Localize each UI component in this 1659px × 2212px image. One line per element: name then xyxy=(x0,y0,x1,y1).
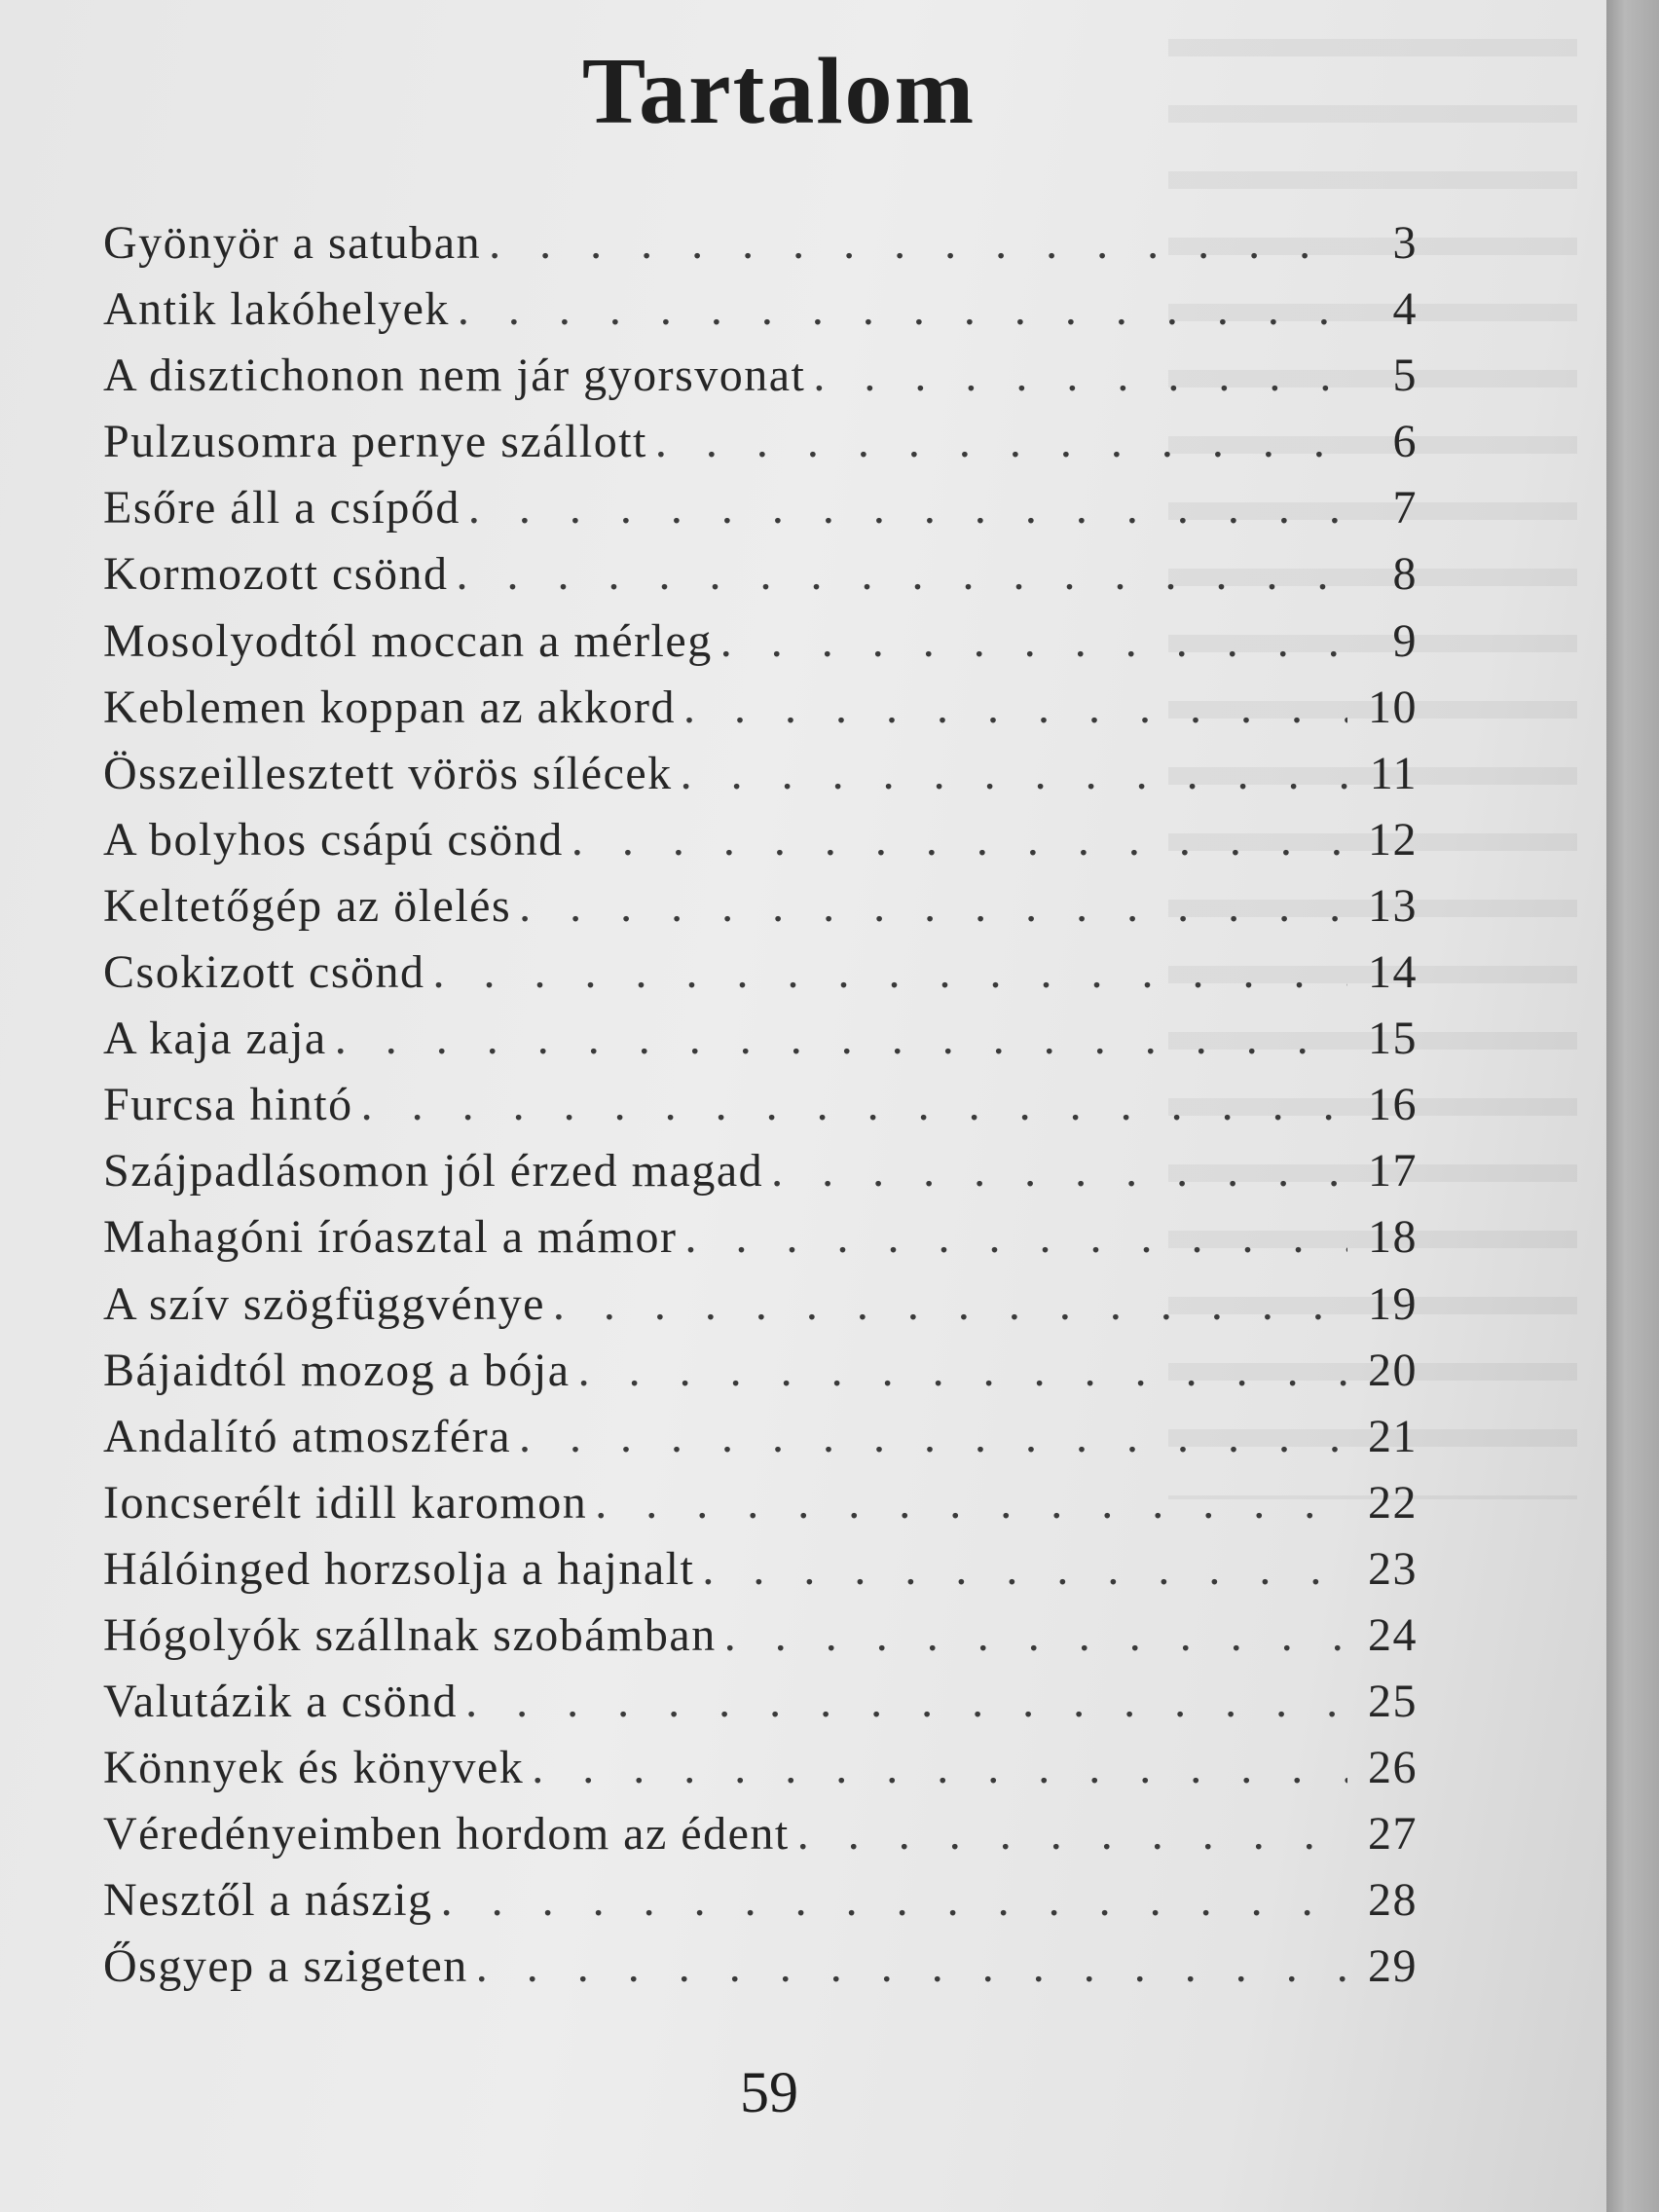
toc-entry-page: 23 xyxy=(1368,1542,1418,1595)
page-title: Tartalom xyxy=(581,39,977,144)
toc-entry xyxy=(103,216,1418,282)
dot-leader xyxy=(489,216,1347,270)
dot-leader xyxy=(595,1476,1347,1530)
toc-entry-page: 7 xyxy=(1392,482,1418,535)
toc-entry-page: 11 xyxy=(1369,747,1418,799)
toc-entry xyxy=(103,1144,1418,1210)
toc-entry xyxy=(103,1741,1418,1807)
dot-leader xyxy=(813,349,1347,402)
dot-leader xyxy=(578,1344,1347,1397)
dot-leader xyxy=(724,1608,1347,1662)
dot-leader xyxy=(655,415,1347,468)
toc-entry-title: Ősgyep a szigeten xyxy=(103,1940,468,1993)
toc-entry xyxy=(103,1078,1418,1144)
toc-entry xyxy=(103,945,1418,1012)
toc-entry-page: 6 xyxy=(1392,416,1418,468)
toc-entry xyxy=(103,1608,1418,1675)
toc-entry-page: 4 xyxy=(1392,283,1418,336)
toc-entry-title: Keltetőgép az ölelés xyxy=(103,879,512,932)
toc-entry xyxy=(103,1807,1418,1873)
dot-leader xyxy=(458,282,1347,336)
toc-entry-page: 15 xyxy=(1368,1013,1418,1065)
dot-leader xyxy=(519,1410,1347,1463)
toc-entry xyxy=(103,681,1418,747)
toc-entry xyxy=(103,1939,1418,2006)
toc-entry-page: 29 xyxy=(1368,1940,1418,1993)
toc-entry-title: A kaja zaja xyxy=(103,1013,327,1065)
toc-entry-title: A disztichonon nem jár gyorsvonat xyxy=(103,350,806,402)
toc-entry-title: Csokizott csönd xyxy=(103,946,425,999)
dot-leader xyxy=(361,1078,1347,1131)
dot-leader xyxy=(519,879,1347,933)
dot-leader xyxy=(683,681,1347,734)
toc-entry-page: 25 xyxy=(1368,1676,1418,1728)
toc-entry-page: 18 xyxy=(1368,1211,1418,1264)
toc-entry-page: 5 xyxy=(1392,350,1418,402)
toc-entry xyxy=(103,1012,1418,1078)
toc-entry xyxy=(103,747,1418,813)
toc-entry-title: Esőre áll a csípőd xyxy=(103,482,461,535)
toc-entry-page: 20 xyxy=(1368,1344,1418,1396)
page-edge-background xyxy=(1606,0,1659,2212)
toc-entry-title: Véredényeimben hordom az édent xyxy=(103,1808,790,1861)
toc-entry-title: Mahagóni íróasztal a mámor xyxy=(103,1211,678,1264)
toc-entry-title: Szájpadlásomon jól érzed magad xyxy=(103,1145,764,1198)
toc-entry xyxy=(103,614,1418,681)
toc-entry-page: 27 xyxy=(1368,1808,1418,1861)
toc-entry-page: 12 xyxy=(1368,813,1418,866)
toc-entry xyxy=(103,1210,1418,1276)
toc-entry-title: Nesztől a nászig xyxy=(103,1874,433,1927)
toc-entry xyxy=(103,547,1418,613)
dot-leader xyxy=(465,1675,1347,1728)
toc-entry xyxy=(103,415,1418,481)
toc-entry-page: 14 xyxy=(1368,946,1418,999)
toc-entry xyxy=(103,879,1418,945)
dot-leader xyxy=(433,945,1348,999)
dot-leader xyxy=(456,547,1347,601)
dot-leader xyxy=(771,1144,1347,1198)
toc-entry-title: A bolyhos csápú csönd xyxy=(103,813,564,866)
toc-entry-page: 8 xyxy=(1392,548,1418,601)
toc-entry xyxy=(103,1873,1418,1939)
toc-entry xyxy=(103,1542,1418,1608)
dot-leader xyxy=(702,1542,1347,1596)
toc-entry xyxy=(103,282,1418,349)
toc-entry-title: Kormozott csönd xyxy=(103,548,449,601)
toc-entry-title: Hógolyók szállnak szobámban xyxy=(103,1608,717,1661)
toc-entry-title: Összeillesztett vörös sílécek xyxy=(103,747,673,799)
toc-entry-page: 28 xyxy=(1368,1874,1418,1927)
toc-entry-page: 24 xyxy=(1368,1608,1418,1661)
toc-entry-title: Keblemen koppan az akkord xyxy=(103,681,676,733)
toc-entry-title: Mosolyodtól moccan a mérleg xyxy=(103,614,713,667)
toc-entry xyxy=(103,1344,1418,1410)
toc-entry-title: A szív szögfüggvénye xyxy=(103,1277,545,1330)
toc-entry-title: Bájaidtól mozog a bója xyxy=(103,1344,571,1396)
toc-entry xyxy=(103,349,1418,415)
dot-leader xyxy=(476,1939,1347,1993)
dot-leader xyxy=(684,1210,1347,1264)
toc-entry-page: 17 xyxy=(1368,1145,1418,1198)
toc-entry xyxy=(103,813,1418,879)
toc-entry xyxy=(103,1476,1418,1542)
toc-entry-page: 13 xyxy=(1368,879,1418,932)
toc-entry-title: Furcsa hintó xyxy=(103,1079,353,1131)
dot-leader xyxy=(571,813,1347,866)
dot-leader xyxy=(720,614,1347,668)
toc-entry-page: 26 xyxy=(1368,1742,1418,1794)
toc-entry-page: 9 xyxy=(1392,614,1418,667)
toc-entry-title: Hálóinged horzsolja a hajnalt xyxy=(103,1542,695,1595)
dot-leader xyxy=(441,1873,1347,1927)
toc-entry-page: 21 xyxy=(1368,1410,1418,1462)
toc-entry-title: Antik lakóhelyek xyxy=(103,283,450,336)
toc-entry-title: Ioncserélt idill karomon xyxy=(103,1476,588,1529)
toc-entry-title: Gyönyör a satuban xyxy=(103,217,482,269)
toc-entry-page: 22 xyxy=(1368,1476,1418,1529)
dot-leader xyxy=(797,1807,1347,1861)
toc-entry xyxy=(103,481,1418,547)
toc-entry xyxy=(103,1410,1418,1476)
toc-entry xyxy=(103,1277,1418,1344)
toc-entry-page: 16 xyxy=(1368,1079,1418,1131)
toc-entry-title: Könnyek és könyvek xyxy=(103,1742,525,1794)
dot-leader xyxy=(468,481,1347,535)
table-of-contents xyxy=(103,216,1418,2007)
toc-entry-title: Valutázik a csönd xyxy=(103,1676,459,1728)
toc-entry-title: Pulzusomra pernye szállott xyxy=(103,416,647,468)
dot-leader xyxy=(335,1012,1347,1065)
toc-entry-title: Andalító atmoszféra xyxy=(103,1410,512,1462)
toc-entry-page: 19 xyxy=(1368,1277,1418,1330)
dot-leader xyxy=(553,1277,1347,1331)
dot-leader xyxy=(532,1741,1347,1794)
toc-entry-page: 10 xyxy=(1368,681,1418,733)
page-number: 59 xyxy=(740,2060,798,2124)
dot-leader xyxy=(681,747,1347,800)
toc-entry xyxy=(103,1675,1418,1741)
toc-entry-page: 3 xyxy=(1392,217,1418,269)
